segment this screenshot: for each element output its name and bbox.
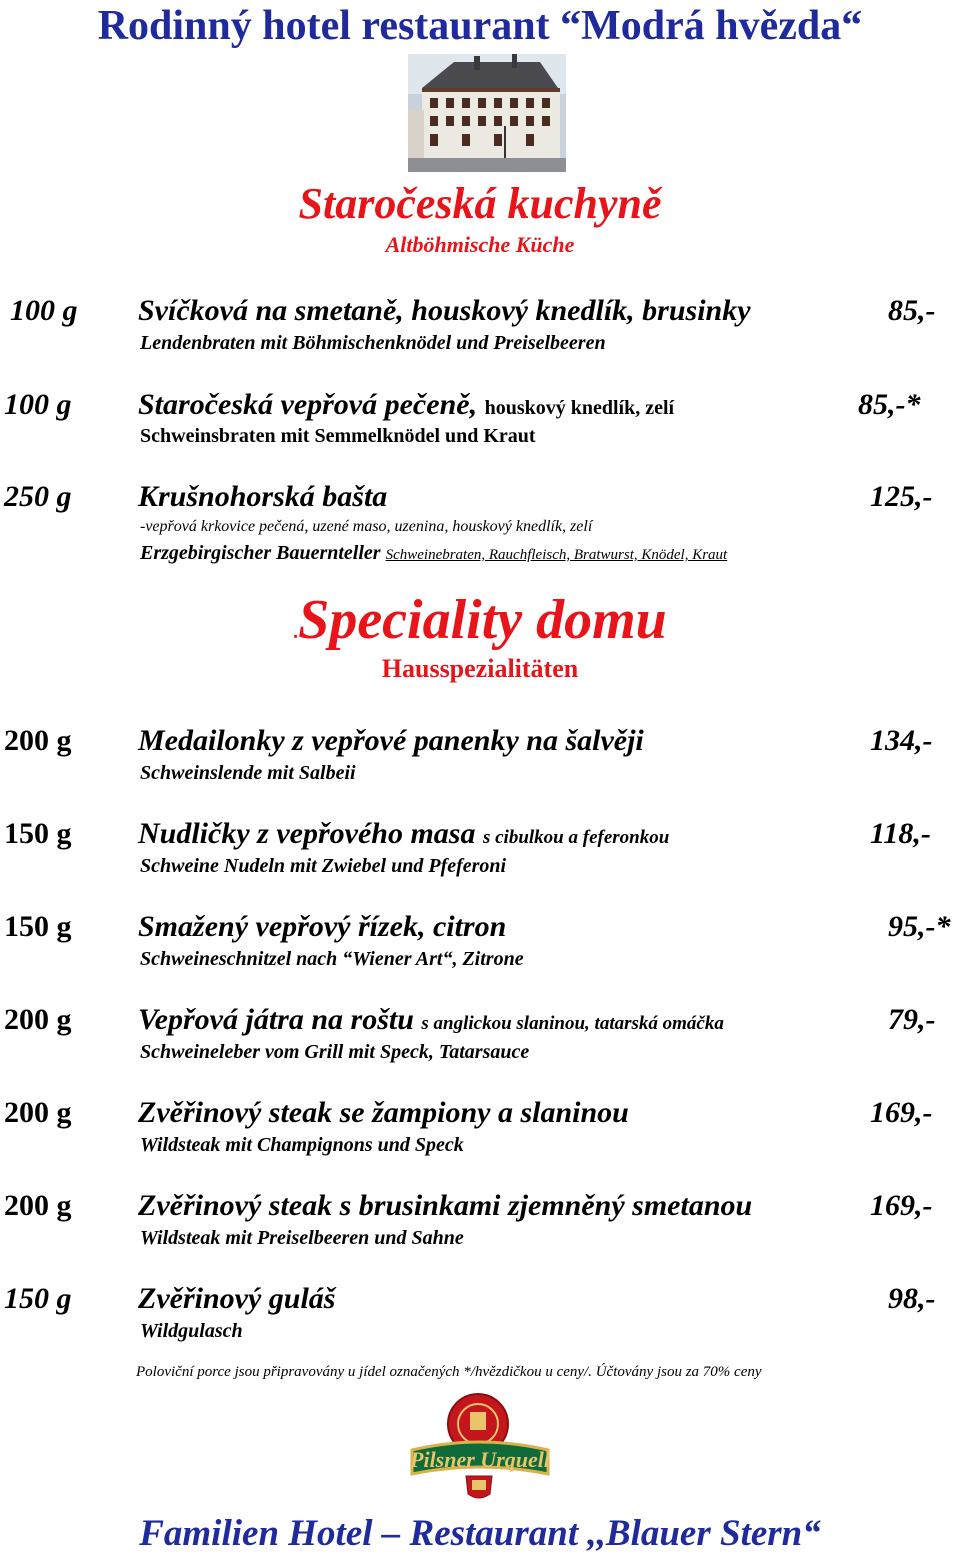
menu-item-price: 79,-	[888, 1003, 936, 1036]
menu-item-german: Wildgulasch	[140, 1320, 243, 1342]
menu-item-price: 85,-*	[858, 388, 921, 421]
section-title-text: Speciality domu	[298, 589, 667, 651]
menu-item-name: Zvěřinový steak se žampiony a slaninou	[138, 1096, 629, 1129]
menu-item-weight: 150 g	[4, 1282, 72, 1315]
menu-item-price: 169,-	[870, 1189, 933, 1222]
menu-item-price: 169,-	[870, 1096, 933, 1129]
section-subtitle-oldbohemian: Altböhmische Küche	[385, 232, 575, 257]
menu-item-weight: 100 g	[10, 294, 78, 327]
menu-item-name	[138, 388, 674, 422]
menu-item-name	[138, 1003, 724, 1037]
menu-item-name: Medailonky z vepřové panenky na šalvěji	[138, 724, 644, 757]
menu-item-name: Zvěřinový steak s brusinkami zjemněný smetanou	[138, 1189, 753, 1222]
menu-item-price: 95,-*	[888, 910, 951, 943]
logo-brand-text: Pilsner Urquell	[410, 1447, 550, 1472]
menu-item-name-extra: houskový knedlík, zelí	[484, 397, 675, 419]
half-portion-note: Poloviční porce jsou připravovány u jídel označených */hvězdičkou u ceny/. Účtovány jsou za 70% ceny	[136, 1364, 762, 1380]
menu-item-name-main: Vepřová játra na roštu	[138, 1003, 414, 1036]
menu-item-name-main: Nudličky z vepřového masa	[138, 817, 476, 850]
menu-item-weight: 150 g	[4, 910, 72, 943]
menu-item-name: Smažený vepřový řízek, citron	[138, 910, 507, 943]
menu-item-name	[138, 817, 669, 851]
menu-item-weight: 200 g	[4, 724, 72, 757]
section-title-specialty	[0, 588, 960, 652]
pilsner-urquell-logo	[404, 1390, 556, 1502]
menu-item-german: Schweinslende mit Salbeii	[140, 762, 356, 784]
menu-item-price: 134,-	[870, 724, 933, 757]
menu-item-description: -vepřová krkovice pečená, uzené maso, uzenina, houskový knedlík, zelí	[140, 518, 593, 535]
menu-item-weight: 150 g	[4, 817, 72, 850]
page-title: Rodinný hotel restaurant “Modrá hvězda“	[97, 3, 863, 49]
section-subtitle-specialty: Hausspezialitäten	[381, 654, 579, 683]
menu-item-price: 125,-	[870, 480, 933, 513]
menu-item-german: Schweine Nudeln mit Zwiebel und Pfeferoni	[140, 855, 507, 877]
menu-item-name-main: Staročeská vepřová pečeně,	[138, 388, 478, 421]
menu-item-name: Svíčková na smetaně, houskový knedlík, brusinky	[138, 294, 751, 327]
section-title-dot: .	[293, 621, 299, 643]
menu-item-weight: 200 g	[4, 1003, 72, 1036]
menu-item-name: Zvěřinový guláš	[138, 1282, 336, 1315]
section-title-oldbohemian: Staročeská kuchyně	[298, 179, 662, 228]
menu-item-german: Wildsteak mit Champignons und Speck	[140, 1134, 464, 1156]
menu-item-weight: 200 g	[4, 1096, 72, 1129]
menu-item-weight: 100 g	[4, 388, 72, 421]
menu-item-german	[140, 542, 727, 565]
menu-item-name: Krušnohorská bašta	[138, 480, 388, 513]
menu-item-german-extra: Schweinebraten, Rauchfleisch, Bratwurst, Knödel, Kraut	[385, 547, 728, 563]
menu-item-price: 85,-	[888, 294, 936, 327]
menu-item-german: Schweinsbraten mit Semmelknödel und Kraut	[140, 425, 536, 447]
footer-title: Familien Hotel – Restaurant ,,Blauer Stern“	[139, 1513, 821, 1554]
menu-item-name-extra: s anglickou slaninou, tatarská omáčka	[421, 1013, 724, 1034]
menu-item-german: Wildsteak mit Preiselbeeren und Sahne	[140, 1227, 464, 1249]
menu-item-price: 118,-	[870, 817, 931, 850]
menu-item-german: Schweineschnitzel nach “Wiener Art“, Zitrone	[140, 948, 524, 970]
menu-item-german: Schweineleber vom Grill mit Speck, Tatarsauce	[140, 1041, 530, 1063]
menu-item-name-extra: s cibulkou a feferonkou	[482, 827, 670, 848]
menu-item-german-main: Erzgebirgischer Bauernteller	[140, 542, 381, 564]
menu-item-german: Lendenbraten mit Böhmischenknödel und Preiselbeeren	[140, 332, 606, 354]
menu-item-weight: 250 g	[4, 480, 72, 513]
menu-item-weight: 200 g	[4, 1189, 72, 1222]
hotel-photo	[408, 54, 566, 172]
menu-item-price: 98,-	[888, 1282, 936, 1315]
